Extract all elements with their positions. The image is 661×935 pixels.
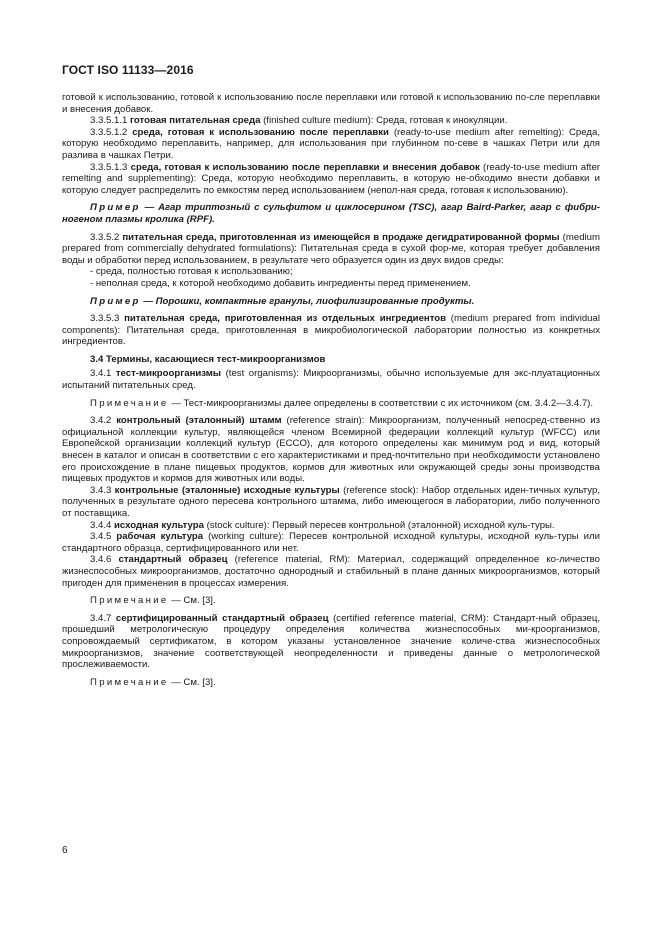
term-3-4-7 <box>62 613 600 671</box>
note-1 <box>62 398 600 410</box>
example-label: Пример <box>90 202 141 214</box>
term-name: среда, готовая к использованию после переплавки и внесения добавок <box>130 161 480 173</box>
section-heading-3-4: 3.4 Термины, касающиеся тест-микроорганизмов <box>90 353 326 365</box>
term-name: тест-микроорганизмы <box>115 368 222 380</box>
term-definition: (working culture): Пересев контрольной исходной культуры, исходной куль-туры или стандартного образца, сертифицированного или нет. <box>62 531 600 554</box>
example-1 <box>62 202 600 225</box>
term-name: питательная среда, приготовленная из имеющейся в продаже дегидратированной формы <box>122 231 560 243</box>
term-definition: (medium prepared from individual components): Питательная среда, приготовленная в микробиологической лаборатории полностью из конкретных ингредиентов. <box>62 313 600 348</box>
note-text: — См. [3]. <box>168 676 216 688</box>
example-2 <box>62 296 600 308</box>
term-name: контрольный (эталонный) штамм <box>116 415 282 427</box>
term-name: исходная культура <box>114 519 204 531</box>
term-3-4-2 <box>62 415 600 485</box>
term-3-3-5-3 <box>62 313 600 348</box>
note-label: Примечание <box>90 595 169 607</box>
example-label: Пример <box>90 295 141 307</box>
term-3-4-1 <box>62 368 600 391</box>
term-name: рабочая культура <box>116 531 204 543</box>
term-3-4-4 <box>62 520 600 532</box>
example-text: — Агар триптозный с сульфитом и циклосерином (TSC), агар Baird-Parker, агар с фибри-ногеном плазмы кролика (RPF). <box>62 202 600 225</box>
term-3-3-5-1-2 <box>62 127 600 162</box>
note-label: Примечание <box>90 397 169 409</box>
document-body <box>62 92 600 688</box>
term-number: 3.4.1 <box>90 368 116 380</box>
term-definition: (reference strain): Микроорганизм, полученный непосред-ственно из официальной коллекции культур, являющейся членом Всемирной федерации коллекций культур (WFCC) или Европейской организации коллекций культур (ECCO), для которого определены как минимум род и вид, который внесен в каталог и описан в соответствии с его характеристиками и пред-почтительно при необходимости установлено его происхождение в плане пищевых продуктов, кормов для животных или окружающей среды зоны производства пищевых продуктов и кормов для животных или воды. <box>62 415 600 485</box>
term-definition: (stock culture): Первый пересев контрольной (эталонной) исходной куль-туры. <box>203 519 555 531</box>
term-3-3-5-1-3 <box>62 162 600 197</box>
note-text: — См. [3]. <box>168 595 216 607</box>
note-2 <box>62 595 600 607</box>
term-3-4-5 <box>62 531 600 554</box>
page-number: 6 <box>62 845 68 856</box>
term-number: 3.3.5.1.3 <box>90 161 131 173</box>
term-name: питательная среда, приготовленная из отдельных ингредиентов <box>124 313 447 325</box>
list-item: - неполная среда, к которой необходимо добавить ингредиенты перед применением. <box>90 277 471 289</box>
term-3-3-5-1-1 <box>62 115 600 127</box>
term-definition: (ready-to-use medium after remelting and supplementing): Среда, которую необходимо переплавить, в которую не-обходимо внести добавки и которую следует распределить по емкостям перед использованием (непол-ная среда, готовая к использованию). <box>62 161 600 196</box>
term-definition: (ready-to-use medium after remelting): Среда, которую необходимо переплавить, например, для использования при глубинном по-севе в чашках Петри или для разлива в чашках Петри. <box>62 126 600 161</box>
term-name: контрольные (эталонные) исходные культуры <box>114 484 340 496</box>
term-name: сертифицированный стандартный образец <box>115 612 329 624</box>
term-definition: (reference material, RM): Материал, содержащий определенное ко-личество жизнеспособных микроорганизмов, достаточно однородный и стабильный в плане данных микроорганизмов, который пригоден для применения в процессах измерения. <box>62 554 600 589</box>
term-definition: (certified reference material, CRM): Стандарт-ный образец, прошедший метрологическую процедуру определения количества жизнеспособных ми-кроорганизмов, сопровождаемый сертификатом, в котором указаны установленное значение количе-ства жизнеспособных микроорганизмов, значение соответствующей неопределенности и приведены данные о метрологической прослеживаемости. <box>62 612 600 671</box>
term-number: 3.4.5 <box>90 531 117 543</box>
term-3-4-6 <box>62 554 600 589</box>
term-definition: (finished culture medium): Среда, готовая к инокуляции. <box>260 115 508 127</box>
note-3 <box>62 677 600 689</box>
term-name: готовая питательная среда <box>130 115 261 127</box>
term-number: 3.4.6 <box>90 554 119 566</box>
term-3-3-5-2 <box>62 232 600 267</box>
paragraph-continuation: готовой к использованию, готовой к использованию после переплавки или готовой к использованию по-сле переплавки и внесения добавок. <box>62 92 600 115</box>
term-definition: (reference stock): Набор отдельных иден-тичных культур, полученных в результате одного пересева контрольного штамма, либо имеющегося в лаборатории, либо полученного от поставщика. <box>62 484 600 519</box>
term-name: стандартный образец <box>118 554 228 566</box>
term-name: среда, готовая к использованию после переплавки <box>132 126 389 138</box>
term-number: 3.4.2 <box>90 415 117 427</box>
list-item: - среда, полностью готовая к использованию; <box>90 266 293 278</box>
note-label: Примечание <box>90 676 169 688</box>
term-number: 3.3.5.3 <box>90 313 125 325</box>
term-number: 3.3.5.1.2 <box>90 126 133 138</box>
term-definition: (medium prepared from commercially dehydrated formulations): Питательная среда в сухой фор-ме, которая требует добавления воды и обработки перед использованием, в результате чего образуется один из двух видов среды: <box>62 231 601 266</box>
term-definition: (test organisms): Микроорганизмы, обычно используемые для экс-плуатационных испытаний питательных сред. <box>62 368 600 392</box>
term-number: 3.3.5.2 <box>90 231 123 243</box>
term-number: 3.4.7 <box>90 612 116 624</box>
term-number: 3.4.3 <box>90 484 115 496</box>
term-3-4-3 <box>62 485 600 520</box>
term-number: 3.3.5.1.1 <box>90 115 131 127</box>
example-text: — Порошки, компактные гранулы, лиофилизированные продукты. <box>140 295 475 307</box>
note-text: — Тест-микроорганизмы далее определены в соответствии с их источником (см. 3.4.2—3.4.7). <box>168 397 594 409</box>
page-header: ГОСТ ISO 11133—2016 <box>62 63 194 77</box>
term-number: 3.4.4 <box>90 519 115 531</box>
